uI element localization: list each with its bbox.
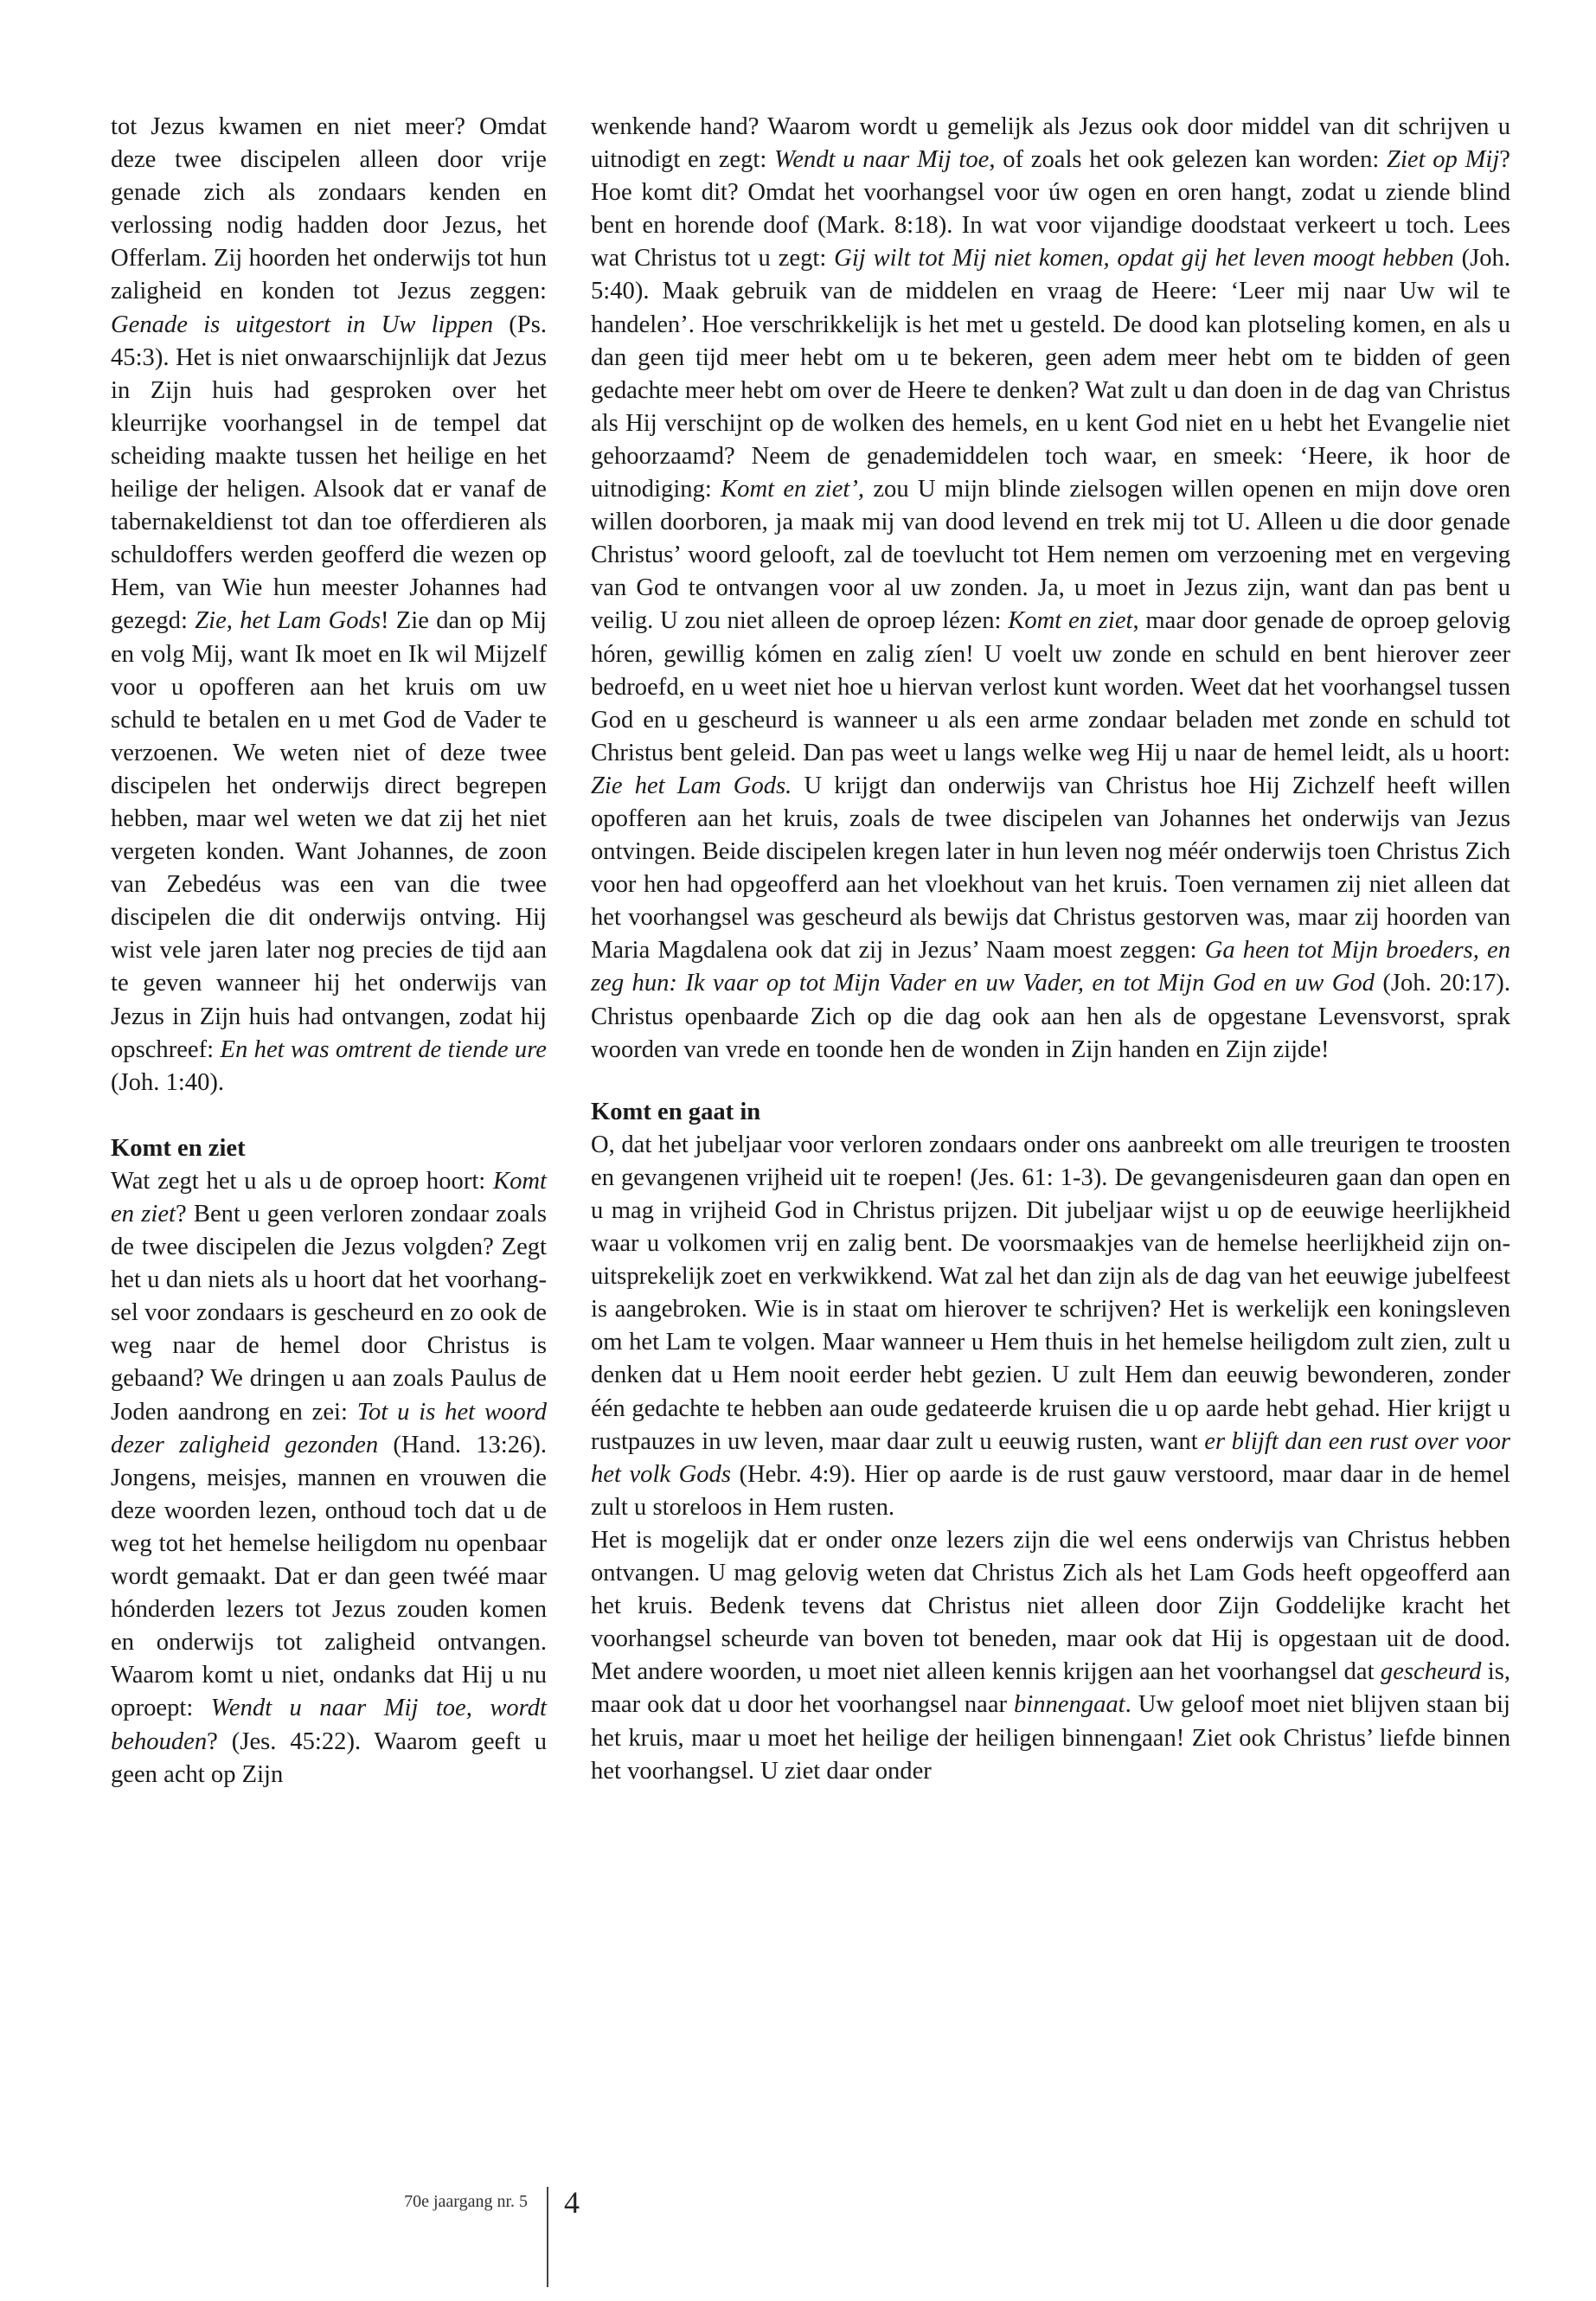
left-body-after <box>111 1165 547 1791</box>
italic-quote: En het was omtrent de tiende ure <box>220 1035 547 1063</box>
right-body-after <box>591 1129 1510 1788</box>
italic-quote: Ga heen tot Mijn broeders, en zeg hun: Ik vaar op tot Mijn Vader en uw Vader, en tot Mijn God en uw God <box>591 937 1510 997</box>
paragraph: Het is mogelijk dat er onder onze lezers zijn die wel eens onderwijs van Christus hebben ontvangen. U mag gelovig weten dat Christus Zich als het Lam Gods heeft opgeofferd aan het kruis. Bedenk tevens dat Christus niet alleen door Zijn Goddelijke kracht het voorhangsel scheurde van boven tot beneden, maar ook dat Hij is opgestaan uit de dood. Met andere woorden, u moet niet alleen kennis krijgen aan het voorhangsel dat gescheurd is, maar ook dat u door het voorhangsel naar binnengaat. Uw geloof moet niet blijven staan bij het kruis, maar u moet het heilige der heiligen binnengaan! Ziet ook Christus’ liefde binnen het voorhangsel. U ziet daar onder <box>591 1526 1511 1785</box>
page-number: 4 <box>564 2185 580 2220</box>
italic-quote: er blijft dan een rust over voor het volk Gods <box>591 1427 1510 1488</box>
paragraph: wenkende hand? Waarom wordt u gemelijk als Jezus ook door middel van dit schrijven u uitnodigt en zegt: Wendt u naar Mij toe, of zoals het ook gelezen kan worden: Ziet op Mij? Hoe komt dit? Omdat het voorhangsel voor úw ogen en oren hangt, zodat u ziende blind bent en horende doof (Mark. 8:18). In wat voor vijandige doodstaat verkeert u toch. Lees wat Christus tot u zegt: Gij wilt tot Mij niet komen, opdat gij het leven moogt hebben (Joh. 5:40). Maak gebruik van de middelen en vraag de Heere: ‘Leer mij naar Uw wil te handelen’. Hoe verschrikkelijk is het met u gesteld. De dood kan plotseling komen, en als u dan geen tijd meer hebt om u te bekeren, geen adem meer hebt om te bidden of geen gedachte meer hebt om over de Heere te denken? Wat zult u dan doen in de dag van Christus als Hij verschijnt op de wolken des hemels, en u kent God niet en u hebt het Evangelie niet gehoorzaamd? Neem de genademiddelen toch waar, en smeek: ‘Heere, ik hoor de uitnodiging: Komt en ziet’, zou U mijn blinde zielsogen willen openen en mijn dove oren willen doorboren, ja maak mij van dood levend en trek mij tot U. Alleen u die door genade Christus’ woord gelooft, zal de toevlucht tot Hem nemen om verzoening met en vergeving van God te ontvangen voor al uw zonden. Ja, u moet in Jezus zijn, want dan pas bent u veilig. U zou niet alleen de oproep lézen: Komt en ziet, maar door genade de oproep gelovig hóren, gewillig kómen en zalig zíen! U voelt uw zonde en schuld en bent hierover zeer bedroefd, en u weet niet hoe u hiervan verlost kunt worden. Weet dat het voorhangsel tussen God en u gescheurd is wanneer u als een arme zondaar beladen met zonde en schuld tot Christus bent geleid. Dan pas weet u langs welke weg Hij u naar de hemel leidt, als u hoort: Zie het Lam Gods. U krijgt dan onderwijs van Christus hoe Hij Zichzelf heeft willen opofferen aan het kruis, zoals de twee discipelen van Johannes het onderwijs van Jezus ontvingen. Beide discipelen kregen later in hun leven nog méér onderwijs toen Christus Zich voor hen had opgeofferd aan het vloekhout van het kruis. Toen vernamen zij niet alleen dat het voorhangsel was gescheurd als bewijs dat Christus gestorven was, maar zij hoorden van Maria Magdalena ook dat zij in Jezus’ Naam moest zeggen: Ga heen tot Mijn broeders, en zeg hun: Ik vaar op tot Mijn Vader en uw Vader, en tot Mijn God en uw God (Joh. 20:17). Christus openbaarde Zich op die dag ook aan hen als de opgestane Levensvorst, sprak woorden van vrede en toonde hen de wonden in Zijn handen en Zijn zijde! <box>591 113 1510 1063</box>
left-column <box>111 111 547 1791</box>
footer-issue-label: 70e jaargang nr. 5 <box>404 2192 528 2211</box>
italic-quote: Zie, het Lam Gods <box>195 607 381 635</box>
italic-quote: Komt en ziet <box>111 1167 547 1227</box>
italic-quote: binnengaat <box>1013 1691 1125 1719</box>
italic-quote: Zie het Lam Gods. <box>591 772 792 799</box>
section-heading-komt-en-gaat-in: Komt en gaat in <box>591 1098 761 1125</box>
italic-quote: Gij wilt tot Mij niet komen, opdat gij het leven moogt hebben <box>834 245 1454 272</box>
italic-quote: Tot u is het woord dezer zaligheid gezonden <box>111 1398 547 1458</box>
italic-quote: Wendt u naar Mij toe, <box>774 146 996 174</box>
paragraph: O, dat het jubeljaar voor verloren zondaars onder ons aanbreekt om alle treurigen te troosten en gevangenen vrijheid uit te roepen! (Jes. 61: 1-3). De gevangenisdeuren gaan dan open en u mag in vrijheid God in Christus prijzen. Dit jubeljaar wijst u op de eeuwige heerlijkheid waar u volkomen vrij en zalig bent. De voorsmaakjes van de hemelse heerlijkheid zijn onuitsprekelijk zoet en verkwikkend. Wat zal het dan zijn als de dag van het eeuwige jubelfeest is aangebroken. Wie is in staat om hierover te schrijven? Het is werkelijk een koningsleven om het Lam te volgen. Maar wanneer u Hem thuis in het hemelse heiligdom zult zien, zult u denken dat u Hem nooit eerder hebt gezien. U zult Hem dan eeuwig bewonderen, zonder één gedachte te hebben aan oude gedateerde kruisen die u op aarde hebt gehad. Hier krijgt u rustpauzes in uw leven, maar daar zult u eeuwig rusten, want er blijft dan een rust over voor het volk Gods (Hebr. 4:9). Hier op aarde is de rust gauw verstoord, maar daar in de hemel zult u storeloos in Hem rusten. <box>591 1131 1510 1521</box>
paragraph: tot Jezus kwamen en niet meer? Omdat deze twee discipelen alleen door vrije genade zich als zondaars kenden en verlossing nodig hadden door Jezus, het Offerlam. Zij hoorden het onderwijs tot hun zaligheid en konden tot Jezus zeggen: Genade is uitgestort in Uw lippen (Ps. 45:3). Het is niet onwaarschijnlijk dat Jezus in Zijn huis had gesproken over het kleurrijke voorhangsel in de tempel dat scheiding maakte tussen het heilige en het heilige der heligen. Alsook dat er vanaf de tabernakeldienst tot dan toe offerdieren als schuldoffers werden geofferd die wezen op Hem, van Wie hun meester Johannes had gezegd: Zie, het Lam Gods! Zie dan op Mij en volg Mij, want Ik moet en Ik wil Mijzelf voor u opofferen aan het kruis om uw schuld te betalen en u met God de Vader te verzoenen. We weten niet of deze twee discipelen het onderwijs direct begrepen hebben, maar wel weten we dat zij het niet vergeten konden. Want Johannes, de zoon van Zebedéus was een van die twee discipelen die dit onderwijs ontving. Hij wist vele jaren later nog precies de tijd aan te geven wanneer hij het onderwijs van Jezus in Zijn huis had ontvangen, zodat hij opschreef: En het was omtrent de tiende ure (Joh. 1:40). <box>111 113 547 1096</box>
italic-quote: gescheurd <box>1380 1658 1482 1686</box>
italic-quote: Wendt u naar Mij toe, wordt behouden <box>111 1695 547 1755</box>
italic-quote: Genade is uitgestort in Uw lippen <box>111 311 494 338</box>
left-body-before <box>111 111 547 1099</box>
paragraph: Wat zegt het u als u de oproep hoort: Komt en ziet? Bent u geen verloren zondaar zoals de twee discipelen die Jezus volgden? Zegt het u dan niets als u hoort dat het voorhangsel voor zondaars is gescheurd en zo ook de weg naar de hemel door Christus is gebaand? We dringen u aan zoals Paulus de Joden aandrong en zei: Tot u is het woord dezer zaligheid gezonden (Hand. 13:26). Jongens, meisjes, mannen en vrouwen die deze woorden lezen, onthoud toch dat u de weg tot het hemelse heiligdom nu openbaar wordt gemaakt. Dat er dan geen twéé maar hónderden lezers tot Jezus zouden komen en onderwijs tot zaligheid ontvangen. Waarom komt u niet, ondanks dat Hij u nu oproept: Wendt u naar Mij toe, wordt behouden? (Jes. 45:22). Waarom geeft u geen acht op Zijn <box>111 1167 547 1788</box>
italic-quote: Ziet op Mij <box>1387 146 1500 174</box>
italic-quote: Komt en ziet <box>1008 607 1133 635</box>
section-heading-komt-en-ziet: Komt en ziet <box>111 1134 246 1162</box>
footer-divider <box>547 2187 548 2287</box>
right-body-before <box>591 111 1510 1067</box>
italic-quote: Komt en ziet’, <box>721 476 865 503</box>
right-column <box>591 111 1510 1788</box>
